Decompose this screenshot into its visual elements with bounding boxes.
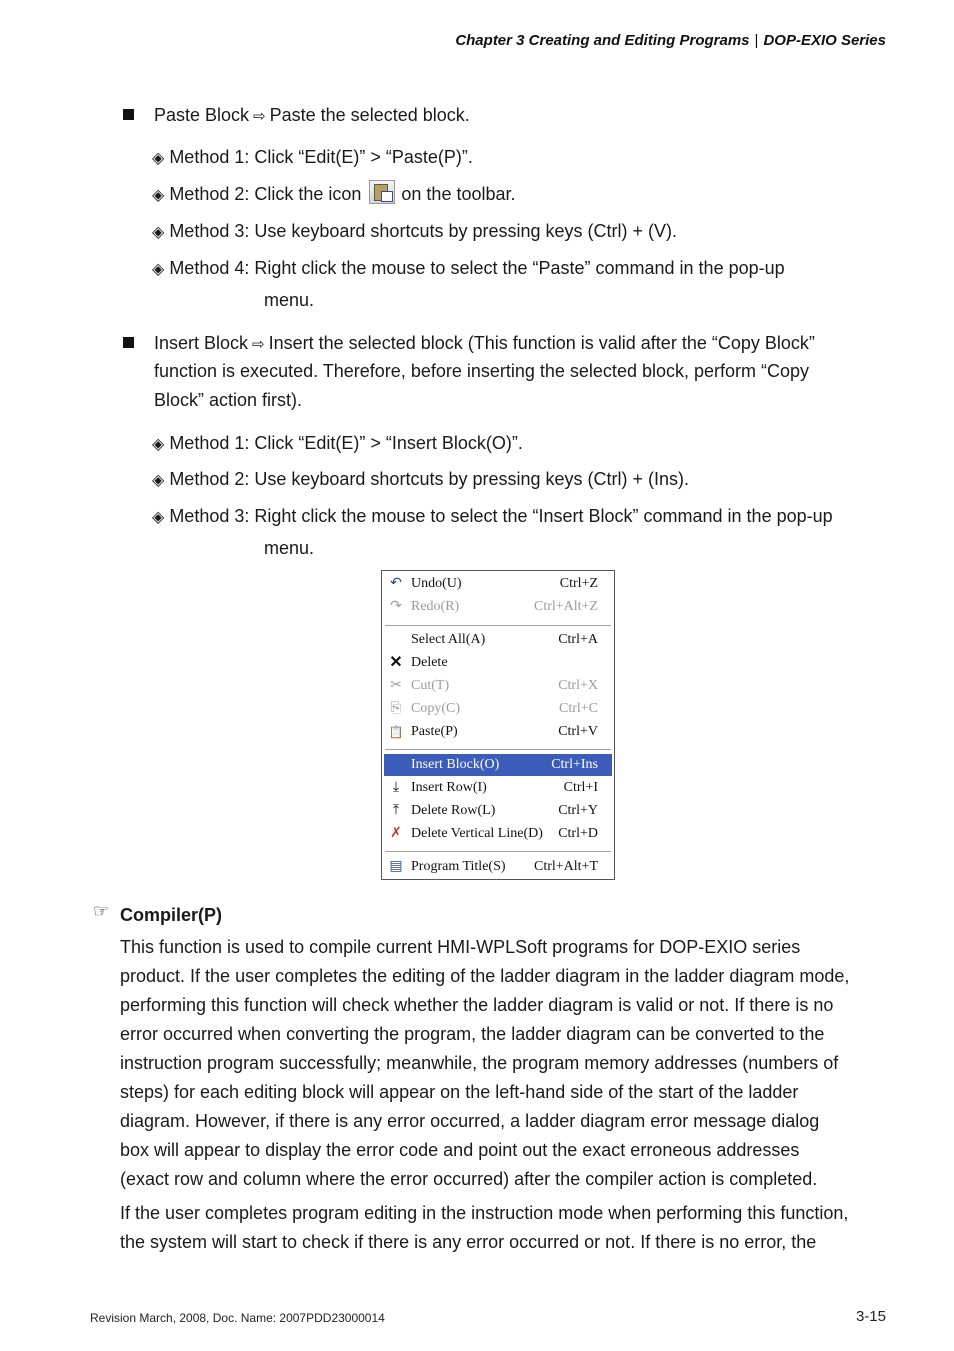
- menu-item-undo[interactable]: [384, 573, 612, 595]
- chapter-title: Chapter 3 Creating and Editing Programs: [455, 32, 750, 49]
- page-header: [455, 32, 886, 49]
- paragraph-line: (exact row and column where the error occurred) after the compiler action is completed.: [120, 1169, 818, 1189]
- footer-revision: Revision March, 2008, Doc. Name: 2007PDD23000014: [90, 1311, 385, 1325]
- paragraph-line: If the user completes program editing in the instruction mode when performing this function,: [120, 1203, 849, 1223]
- menu-label: Undo(U): [411, 576, 462, 591]
- page-number: 3-15: [855, 1308, 886, 1325]
- menu-item-delete-vertical-line[interactable]: [384, 823, 612, 845]
- paragraph-line: steps) for each editing block will appear on the left-hand side of the start of the ladder: [120, 1082, 799, 1102]
- menu-label: Delete: [411, 655, 448, 670]
- diamond-bullet-icon: ◈: [152, 224, 165, 241]
- menu-separator: [385, 749, 611, 751]
- menu-shortcut: Ctrl+V: [558, 724, 598, 739]
- menu-shortcut: Ctrl+Y: [558, 803, 598, 818]
- paragraph-line: diagram. However, if there is any error occurred, a ladder diagram error message dialog: [120, 1111, 820, 1131]
- header-separator: |: [754, 32, 759, 49]
- menu-label: Delete Vertical Line(D): [411, 826, 543, 841]
- paste-block-heading: [154, 101, 470, 131]
- insert-row-icon: ⤓: [392, 780, 400, 795]
- method-text: on the toolbar.: [401, 184, 516, 204]
- insert-method-3: [152, 502, 833, 532]
- insert-block-line-3: Block” action first).: [154, 390, 303, 410]
- paste-toolbar-icon: [369, 180, 395, 204]
- paragraph-line: instruction program successfully; meanwhile, the program memory addresses (numbers of: [120, 1053, 839, 1073]
- paste-method-4-cont: menu.: [264, 290, 315, 310]
- menu-label: Paste(P): [411, 724, 458, 739]
- menu-label: Select All(A): [411, 632, 486, 647]
- paste-method-2: [152, 180, 516, 210]
- menu-shortcut: Ctrl+C: [558, 701, 598, 716]
- insert-block-title: Insert Block: [154, 333, 249, 353]
- menu-shortcut: Ctrl+D: [558, 826, 598, 841]
- menu-label: Cut(T): [411, 678, 450, 693]
- menu-shortcut: Ctrl+Z: [559, 576, 598, 591]
- insert-block-line-2: function is executed. Therefore, before inserting the selected block, perform “Copy: [154, 361, 810, 381]
- menu-shortcut: Ctrl+X: [558, 678, 598, 693]
- redo-icon: ↷: [390, 599, 402, 614]
- paste-method-1: [152, 143, 473, 173]
- menu-item-copy[interactable]: [384, 698, 612, 720]
- diamond-bullet-icon: ◈: [152, 187, 165, 204]
- diamond-bullet-icon: ◈: [152, 436, 165, 453]
- delete-row-icon: ⤒: [392, 803, 400, 818]
- menu-label: Copy(C): [411, 701, 460, 716]
- undo-icon: ↶: [390, 576, 402, 591]
- menu-separator: [385, 851, 611, 853]
- series-title: DOP-EXIO Series: [763, 32, 886, 49]
- arrow-icon: ⇨: [252, 336, 265, 353]
- menu-item-cut[interactable]: [384, 675, 612, 697]
- menu-shortcut: Ctrl+Alt+T: [533, 859, 598, 874]
- menu-shortcut: Ctrl+A: [558, 632, 598, 647]
- delete-x-icon: ✕: [389, 654, 403, 671]
- compiler-paragraph-2: [120, 1199, 900, 1257]
- menu-label: Redo(R): [411, 599, 460, 614]
- compiler-heading: Compiler(P): [120, 905, 223, 925]
- menu-item-delete-row[interactable]: [384, 800, 612, 822]
- insert-method-3-cont: menu.: [264, 538, 315, 558]
- program-title-icon: ▤: [389, 859, 403, 874]
- menu-item-paste[interactable]: [384, 721, 612, 743]
- method-text: Method 1: Click “Edit(E)” > “Paste(P)”.: [169, 147, 473, 167]
- menu-label: Program Title(S): [411, 859, 506, 874]
- delete-vertical-line-icon: ✗: [390, 826, 402, 841]
- copy-icon: ⎘: [390, 701, 402, 716]
- square-bullet-icon: [123, 109, 134, 120]
- method-text: Method 3: Use keyboard shortcuts by pressing keys (Ctrl) + (V).: [169, 221, 678, 241]
- paste-method-4: [152, 254, 785, 284]
- square-bullet-icon: [123, 337, 134, 348]
- insert-block-line-1: [154, 329, 815, 359]
- menu-label: Insert Row(I): [411, 780, 487, 795]
- menu-item-program-title[interactable]: [384, 856, 612, 878]
- method-text: Method 3: Right click the mouse to select the “Insert Block” command in the pop-up: [169, 506, 833, 526]
- scissors-icon: ✂: [390, 678, 402, 693]
- diamond-bullet-icon: ◈: [152, 150, 165, 167]
- menu-item-insert-row[interactable]: [384, 777, 612, 799]
- paragraph-line: performing this function will check whether the ladder diagram is valid or not. If there is no: [120, 995, 834, 1015]
- paragraph-line: product. If the user completes the editing of the ladder diagram in the ladder diagram mode,: [120, 966, 850, 986]
- menu-label: Delete Row(L): [411, 803, 496, 818]
- menu-label: Insert Block(O): [411, 757, 500, 772]
- insert-method-2: [152, 465, 689, 495]
- menu-shortcut: Ctrl+I: [563, 780, 598, 795]
- menu-item-select-all[interactable]: [384, 629, 612, 651]
- diamond-bullet-icon: ◈: [152, 472, 165, 489]
- paste-block-title: Paste Block: [154, 105, 250, 125]
- paragraph-line: box will appear to display the error code and point out the exact erroneous addresses: [120, 1140, 800, 1160]
- paragraph-line: the system will start to check if there is any error occurred or not. If there is no error, the: [120, 1232, 817, 1252]
- paste-icon: 📋: [388, 725, 404, 739]
- context-menu: [381, 570, 615, 880]
- diamond-bullet-icon: ◈: [152, 509, 165, 526]
- method-text: Method 4: Right click the mouse to select the “Paste” command in the pop-up: [169, 258, 785, 278]
- paste-block-desc: Paste the selected block.: [269, 105, 470, 125]
- pointing-hand-icon: ☞: [93, 901, 110, 921]
- menu-shortcut: Ctrl+Alt+Z: [533, 599, 598, 614]
- menu-item-delete[interactable]: [384, 652, 612, 674]
- diamond-bullet-icon: ◈: [152, 261, 165, 278]
- arrow-icon: ⇨: [253, 108, 266, 125]
- paste-method-3: [152, 217, 677, 247]
- insert-method-1: [152, 429, 523, 459]
- menu-shortcut: Ctrl+Ins: [551, 757, 598, 772]
- insert-block-desc: Insert the selected block (This function is valid after the “Copy Block”: [268, 333, 815, 353]
- paragraph-line: error occurred when converting the program, the ladder diagram can be converted to the: [120, 1024, 825, 1044]
- paragraph-line: This function is used to compile current HMI-WPLSoft programs for DOP-EXIO series: [120, 937, 801, 957]
- method-text: Method 1: Click “Edit(E)” > “Insert Block(O)”.: [169, 433, 523, 453]
- menu-item-redo[interactable]: [384, 596, 612, 618]
- method-text: Method 2: Use keyboard shortcuts by pressing keys (Ctrl) + (Ins).: [169, 469, 690, 489]
- method-text: Method 2: Click the icon: [169, 184, 362, 204]
- menu-item-insert-block[interactable]: [384, 754, 612, 776]
- compiler-paragraph-1: [120, 933, 900, 1194]
- menu-separator: [385, 625, 611, 627]
